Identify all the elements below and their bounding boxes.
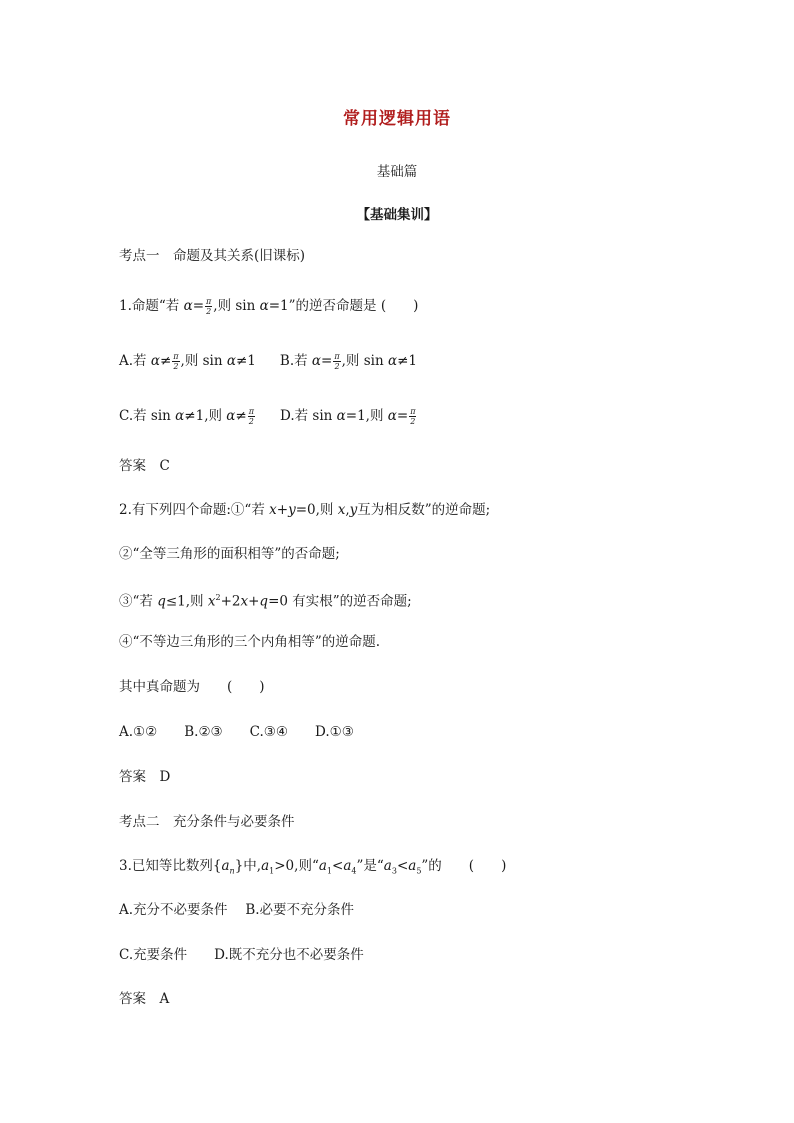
subsection-heading: 【基础集训】 (356, 207, 438, 223)
question-2-prompt: 其中真命题为 ( ) (119, 679, 265, 695)
pi-over-2-fraction: $\frac{\pi}{2}$ (410, 407, 416, 426)
pi-over-2-fraction: $\frac{\pi}{2}$ (334, 352, 340, 371)
page-title: 常用逻辑用语 (343, 109, 451, 129)
question-1-options-cd: C.若 sin α≠1,则 α≠ $\frac{\pi}{2}$ D.若 sin α=1,则 α= $\frac{\pi}{2}$ (119, 407, 416, 426)
question-2-options: A.①② B.②③ C.③④ D.①③ (119, 724, 354, 740)
topic-two-heading: 考点二 充分条件与必要条件 (119, 814, 295, 830)
question-2-statement-3: ③“若 q≤1,则 $x^2+2x+q=0$ 有实根”的逆否命题; (119, 593, 412, 610)
question-3-stem: 3.已知等比数列$\{a_n\}$中$,a_1>0$,则“$a_1<a_4$”是“$a_3<a_5$”的 ( ) (119, 858, 507, 876)
pi-over-2-fraction: $\frac{\pi}{2}$ (248, 407, 254, 426)
question-1-options-ab: A.若 α≠ $\frac{\pi}{2}$ ,则 sin α≠1 B.若 α= $\frac{\pi}{2}$ ,则 sin α≠1 (119, 352, 417, 371)
question-2-answer: 答案 D (119, 769, 171, 785)
question-2-statement-4: ④“不等边三角形的三个内角相等”的逆命题. (119, 634, 381, 650)
topic-one-heading: 考点一 命题及其关系(旧课标) (119, 248, 306, 264)
section-heading: 基础篇 (376, 164, 418, 180)
question-3-answer: 答案 A (119, 991, 170, 1007)
question-2-statement-2: ②“全等三角形的面积相等”的否命题; (119, 546, 340, 562)
question-1-answer: 答案 C (119, 458, 170, 474)
pi-over-2-fraction: $\frac{\pi}{2}$ (173, 352, 179, 371)
question-3-options-cd: C.充要条件 D.既不充分也不必要条件 (119, 947, 364, 963)
question-3-options-ab: A.充分不必要条件 B.必要不充分条件 (119, 902, 355, 918)
pi-over-2-fraction: $\frac{\pi}{2}$ (206, 297, 212, 316)
question-2-stem: 2.有下列四个命题:①“若 x+y=0,则 x,y互为相反数”的逆命题; (119, 502, 491, 518)
question-1-stem: 1.命题“若 α= $\frac{\pi}{2}$ ,则 sin α=1”的逆否命题是 ( ) (119, 297, 419, 316)
